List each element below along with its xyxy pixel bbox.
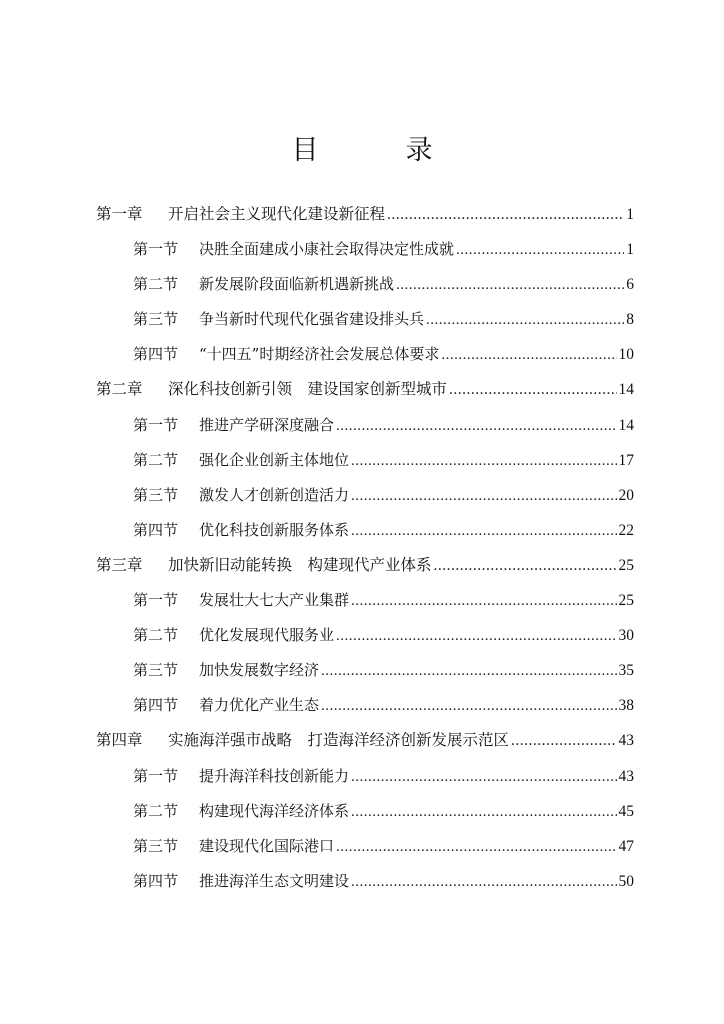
toc-section-entry[interactable] xyxy=(96,829,634,864)
chapter-title: 深化科技创新引领 建设国家创新型城市 xyxy=(168,380,448,399)
dot-leader xyxy=(336,619,616,654)
toc-section-entry[interactable] xyxy=(96,337,634,372)
page-number: 38 xyxy=(618,697,634,715)
page-title: 目 录 xyxy=(291,135,463,166)
section-title: 构建现代海洋经济体系 xyxy=(199,801,350,820)
page-number: 43 xyxy=(618,767,634,785)
toc-section-entry[interactable] xyxy=(96,443,634,478)
section-number: 第一节 xyxy=(133,766,179,785)
page-number: 8 xyxy=(626,311,634,329)
page-number: 22 xyxy=(618,521,634,539)
section-title: 决胜全面建成小康社会取得决定性成就 xyxy=(199,240,455,259)
section-title: 着力优化产业生态 xyxy=(199,696,320,715)
page-number: 30 xyxy=(618,627,634,645)
page-number: 25 xyxy=(618,592,634,610)
dot-leader xyxy=(351,795,616,830)
page-number: 14 xyxy=(618,381,634,399)
page-number: 45 xyxy=(618,802,634,820)
chapter-number: 第四章 xyxy=(96,731,143,750)
toc-section-entry[interactable] xyxy=(96,583,634,618)
section-number: 第四节 xyxy=(133,345,179,364)
toc-section-entry[interactable] xyxy=(96,618,634,653)
section-number: 第二节 xyxy=(133,626,179,645)
section-number: 第三节 xyxy=(133,310,179,329)
toc-chapter-entry[interactable] xyxy=(96,372,634,407)
section-number: 第一节 xyxy=(133,591,179,610)
page-number: 14 xyxy=(618,416,634,434)
section-number: 第三节 xyxy=(133,485,179,504)
section-number: 第三节 xyxy=(133,836,179,855)
toc-section-entry[interactable] xyxy=(96,232,634,267)
toc-section-entry[interactable] xyxy=(96,478,634,513)
chapter-title: 开启社会主义现代化建设新征程 xyxy=(168,205,386,223)
section-title: 强化企业创新主体地位 xyxy=(199,450,350,469)
section-title: 提升海洋科技创新能力 xyxy=(199,766,350,785)
dot-leader xyxy=(336,830,616,865)
dot-leader xyxy=(321,689,616,724)
toc-section-entry[interactable] xyxy=(96,864,634,899)
chapter-number: 第二章 xyxy=(96,380,143,399)
section-number: 第四节 xyxy=(133,696,179,715)
section-number: 第三节 xyxy=(133,661,179,680)
dot-leader xyxy=(351,444,616,479)
chapter-number: 第一章 xyxy=(96,205,143,223)
section-title: 激发人才创新创造活力 xyxy=(199,485,350,504)
table-of-contents xyxy=(96,197,634,899)
section-title: 推进产学研深度融合 xyxy=(199,415,335,434)
section-title: 建设现代化国际港口 xyxy=(199,836,335,855)
section-number: 第四节 xyxy=(133,871,179,890)
dot-leader xyxy=(456,233,624,268)
dot-leader xyxy=(351,584,616,619)
section-number: 第二节 xyxy=(133,450,179,469)
dot-leader xyxy=(434,548,617,583)
dot-leader xyxy=(426,303,624,338)
section-title: 优化科技创新服务体系 xyxy=(199,520,350,539)
dot-leader xyxy=(351,514,616,549)
dot-leader xyxy=(321,654,616,689)
dot-leader xyxy=(396,268,624,303)
page-number: 6 xyxy=(626,276,634,294)
section-number: 第一节 xyxy=(133,415,179,434)
toc-chapter-entry[interactable] xyxy=(96,548,634,583)
page-number: 20 xyxy=(618,486,634,504)
dot-leader xyxy=(351,865,616,900)
section-title: 推进海洋生态文明建设 xyxy=(199,871,350,890)
page-number: 50 xyxy=(618,872,634,890)
toc-section-entry[interactable] xyxy=(96,408,634,443)
section-number: 第二节 xyxy=(133,801,179,820)
section-title: 优化发展现代服务业 xyxy=(199,626,335,645)
toc-chapter-entry[interactable] xyxy=(96,723,634,758)
toc-section-entry[interactable] xyxy=(96,794,634,829)
chapter-title: 加快新旧动能转换 构建现代产业体系 xyxy=(168,555,432,574)
dot-leader xyxy=(449,372,616,407)
section-number: 第一节 xyxy=(133,240,179,259)
toc-section-entry[interactable] xyxy=(96,688,634,723)
section-title: 新发展阶段面临新机遇新挑战 xyxy=(199,275,395,294)
section-number: 第二节 xyxy=(133,275,179,294)
dot-leader xyxy=(351,760,616,795)
toc-section-entry[interactable] xyxy=(96,302,634,337)
page-number: 43 xyxy=(618,732,634,750)
dot-leader xyxy=(441,338,616,373)
section-title: 争当新时代现代化强省建设排头兵 xyxy=(199,310,425,329)
page-number: 17 xyxy=(618,451,634,469)
chapter-number: 第三章 xyxy=(96,555,143,574)
dot-leader xyxy=(387,197,624,232)
section-title: 发展壮大七大产业集群 xyxy=(199,591,350,610)
toc-chapter-entry[interactable] xyxy=(96,197,634,232)
section-title: “十四五”时期经济社会发展总体要求 xyxy=(199,345,440,364)
page-number: 25 xyxy=(618,556,634,574)
toc-section-entry[interactable] xyxy=(96,653,634,688)
page-number: 1 xyxy=(626,241,634,259)
page-number: 47 xyxy=(618,837,634,855)
chapter-title: 实施海洋强市战略 打造海洋经济创新发展示范区 xyxy=(168,731,510,750)
section-title: 加快发展数字经济 xyxy=(199,661,320,680)
page-number: 35 xyxy=(618,662,634,680)
dot-leader xyxy=(511,723,616,758)
toc-section-entry[interactable] xyxy=(96,513,634,548)
section-number: 第四节 xyxy=(133,520,179,539)
page-number: 1 xyxy=(626,206,634,223)
dot-leader xyxy=(336,409,616,444)
toc-section-entry[interactable] xyxy=(96,267,634,302)
page-number: 10 xyxy=(618,346,634,364)
toc-section-entry[interactable] xyxy=(96,759,634,794)
dot-leader xyxy=(351,479,616,514)
